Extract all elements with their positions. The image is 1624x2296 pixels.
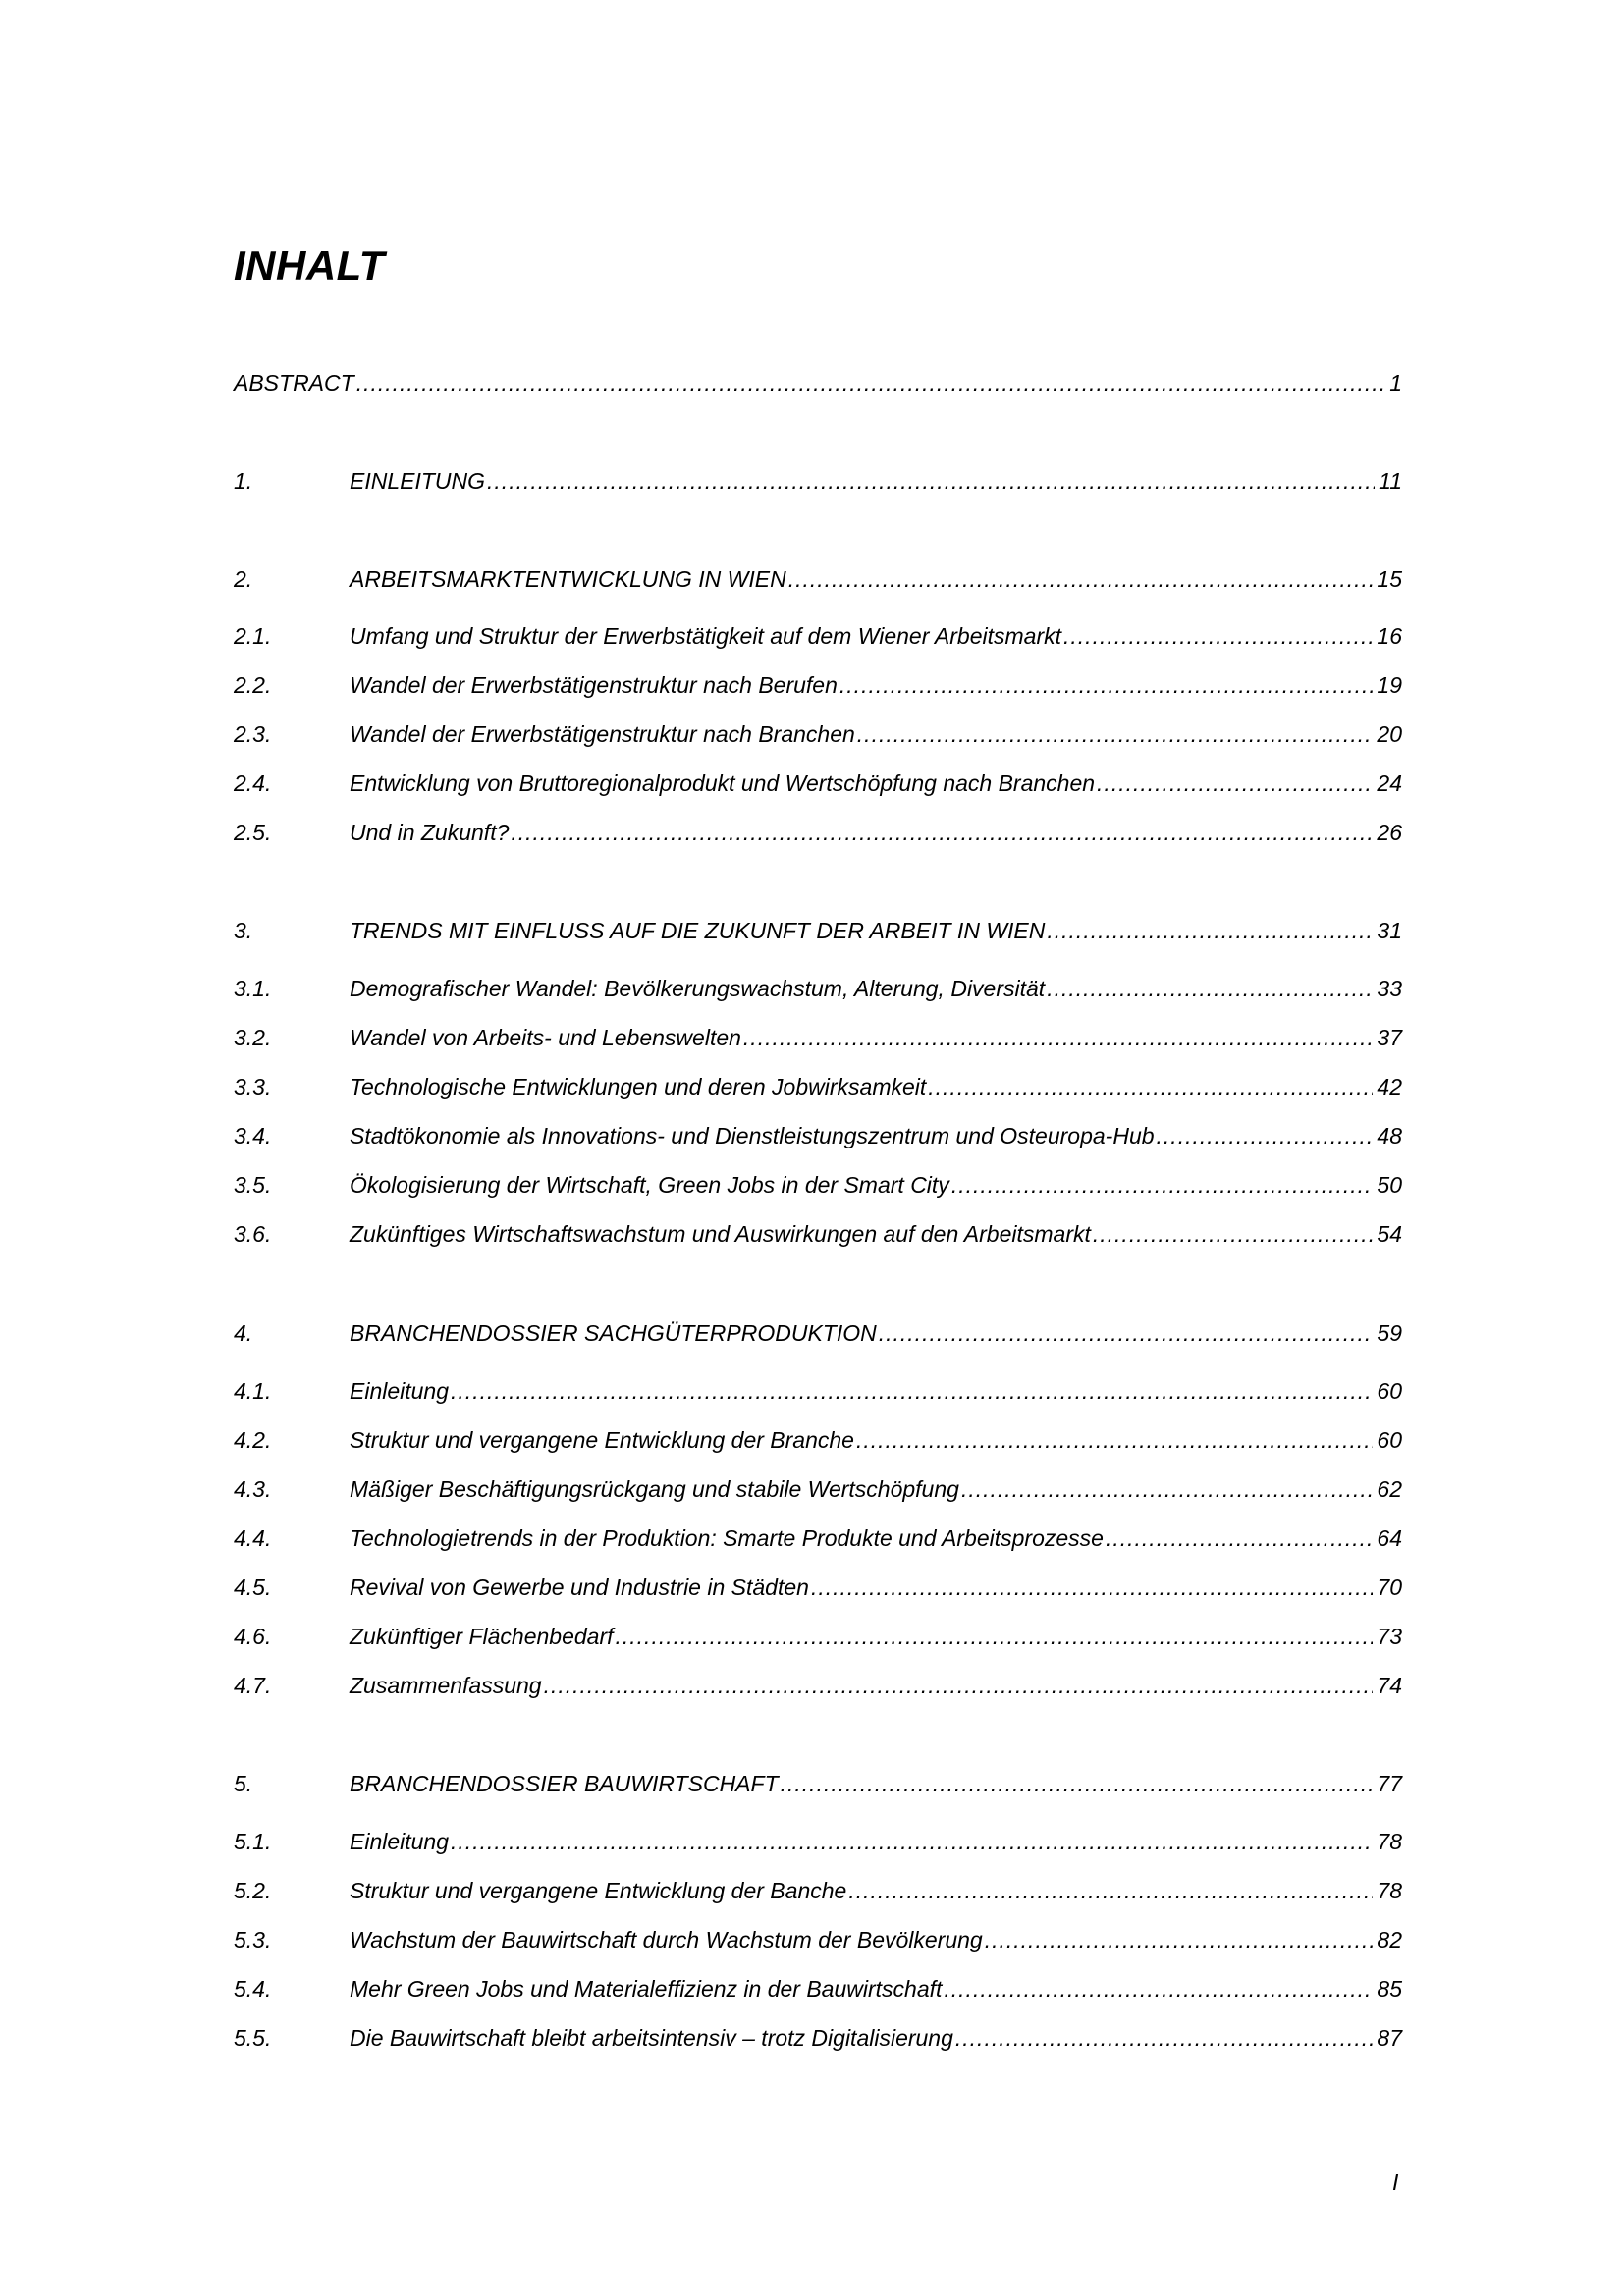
toc-dot-leader: [1063, 621, 1373, 651]
toc-dot-leader: [451, 1827, 1373, 1856]
toc-entry-number: 4.3.: [234, 1476, 272, 1502]
toc-entry-title: Zusammenfassung: [350, 1673, 542, 1698]
toc-entry-page: 74: [1377, 1673, 1402, 1698]
toc-entry[interactable]: [234, 1671, 1402, 1700]
toc-entry-title: Demografischer Wandel: Bevölkerungswachstum, Alterung, Diversität: [350, 976, 1046, 1001]
toc-entry-title: Entwicklung von Bruttoregionalprodukt und Wertschöpfung nach Branchen: [350, 771, 1096, 796]
toc-entry-number: 2.3.: [234, 721, 272, 747]
toc-entry-page: 33: [1377, 976, 1402, 1001]
toc-entry-title: Wachstum der Bauwirtschaft durch Wachstum der Bevölkerung: [350, 1927, 983, 1952]
toc-entry-title: Mehr Green Jobs und Materialeffizienz in der Bauwirtschaft: [350, 1976, 943, 2002]
toc-entry-page: 48: [1377, 1123, 1402, 1148]
toc-entry[interactable]: [234, 1573, 1402, 1602]
toc-entry[interactable]: [234, 368, 1402, 398]
toc-entry-title: Die Bauwirtschaft bleibt arbeitsintensiv – trotz Digitalisierung: [350, 2025, 953, 2051]
toc-entry[interactable]: [234, 1121, 1402, 1150]
toc-entry[interactable]: [234, 1769, 1402, 1798]
toc-entry-page: 24: [1377, 771, 1402, 796]
toc-entry-page: 50: [1377, 1172, 1402, 1198]
toc-entry[interactable]: [234, 670, 1402, 700]
toc-dot-leader: [544, 1671, 1374, 1700]
toc-entry-page: 62: [1377, 1476, 1402, 1502]
toc-entry[interactable]: [234, 1876, 1402, 1905]
toc-entry-title: Umfang und Struktur der Erwerbstätigkeit auf dem Wiener Arbeitsmarkt: [350, 623, 1062, 649]
toc-entry[interactable]: [234, 974, 1402, 1003]
toc-entry-number: 5.2.: [234, 1878, 272, 1903]
toc-entry-title: Einleitung: [350, 1378, 450, 1404]
toc-entry[interactable]: [234, 1318, 1402, 1348]
toc-dot-leader: [879, 1318, 1374, 1348]
toc-entry-title: Und in Zukunft?: [350, 820, 510, 845]
toc-entry-page: 87: [1377, 2025, 1402, 2051]
toc-dot-leader: [781, 1769, 1374, 1798]
toc-dot-leader: [1047, 974, 1373, 1003]
toc-entry-title: BRANCHENDOSSIER BAUWIRTSCHAFT: [350, 1771, 779, 1796]
toc-entry-page: 78: [1377, 1878, 1402, 1903]
toc-dot-leader: [857, 720, 1374, 749]
toc-entry-title: Struktur und vergangene Entwicklung der Banche: [350, 1878, 847, 1903]
toc-entry-number: 3.3.: [234, 1074, 272, 1099]
toc-entry-number: 3.4.: [234, 1123, 272, 1148]
toc-entry-title: ARBEITSMARKTENTWICKLUNG IN WIEN: [350, 566, 786, 592]
toc-dot-leader: [944, 1974, 1373, 2003]
toc-entry-page: 77: [1377, 1771, 1402, 1796]
toc-entry-page: 16: [1377, 623, 1402, 649]
toc-entry-page: 31: [1377, 918, 1402, 943]
toc-dot-leader: [955, 2023, 1374, 2053]
toc-entry[interactable]: [234, 1925, 1402, 1954]
toc-dot-leader: [848, 1876, 1373, 1905]
toc-entry-title: Zukünftiges Wirtschaftswachstum und Auswirkungen auf den Arbeitsmarkt: [350, 1221, 1091, 1247]
toc-entry-number: 5.1.: [234, 1829, 272, 1854]
toc-entry-number: 3.6.: [234, 1221, 272, 1247]
toc-entry-number: 4.7.: [234, 1673, 272, 1698]
toc-entry[interactable]: [234, 1622, 1402, 1651]
toc-entry-page: 15: [1377, 566, 1402, 592]
toc-entry-number: 2.1.: [234, 623, 272, 649]
toc-entry-number: 4.4.: [234, 1525, 272, 1551]
toc-entry-title: Stadtökonomie als Innovations- und Dienstleistungszentrum und Osteuropa-Hub: [350, 1123, 1155, 1148]
toc-dot-leader: [856, 1425, 1373, 1455]
toc-entry-page: 20: [1377, 721, 1402, 747]
toc-entry[interactable]: [234, 1023, 1402, 1052]
toc-dot-leader: [928, 1072, 1373, 1101]
toc-entry-title: Ökologisierung der Wirtschaft, Green Jobs in der Smart City: [350, 1172, 949, 1198]
toc-dot-leader: [1157, 1121, 1374, 1150]
toc-entry-page: 60: [1377, 1427, 1402, 1453]
toc-entry-number: 4.2.: [234, 1427, 272, 1453]
toc-dot-leader: [743, 1023, 1373, 1052]
toc-entry-page: 1: [1389, 370, 1402, 396]
toc-dot-leader: [961, 1474, 1373, 1504]
toc-entry-number: 2.4.: [234, 771, 272, 796]
toc-entry-title: Zukünftiger Flächenbedarf: [350, 1624, 614, 1649]
toc-dot-leader: [1047, 916, 1373, 945]
toc-dot-leader: [451, 1376, 1373, 1406]
toc-entry[interactable]: [234, 466, 1402, 496]
toc-entry-title: Technologische Entwicklungen und deren Jobwirksamkeit: [350, 1074, 927, 1099]
toc-entry-page: 42: [1377, 1074, 1402, 1099]
toc-entry-number: 2.2.: [234, 672, 272, 698]
toc-dot-leader: [487, 466, 1375, 496]
toc-dot-leader: [1106, 1523, 1373, 1553]
toc-entry-number: 1.: [234, 468, 253, 494]
toc-entry[interactable]: [234, 1072, 1402, 1101]
toc-entry-title: Wandel von Arbeits- und Lebenswelten: [350, 1025, 741, 1050]
toc-entry[interactable]: [234, 1974, 1402, 2003]
toc-entry-page: 70: [1377, 1575, 1402, 1600]
toc-entry[interactable]: [234, 1425, 1402, 1455]
toc-entry-number: 5.: [234, 1771, 253, 1796]
toc-entry-number: 4.: [234, 1320, 253, 1346]
toc-entry-number: 5.5.: [234, 2025, 272, 2051]
toc-entry-title: BRANCHENDOSSIER SACHGÜTERPRODUKTION: [350, 1320, 877, 1346]
toc-entry-title: TRENDS MIT EINFLUSS AUF DIE ZUKUNFT DER ARBEIT IN WIEN: [350, 918, 1046, 943]
toc-dot-leader: [839, 670, 1374, 700]
toc-entry[interactable]: [234, 1474, 1402, 1504]
toc-entry-number: 2.: [234, 566, 253, 592]
toc-entry-number: 4.1.: [234, 1378, 272, 1404]
toc-entry-number: 2.5.: [234, 820, 272, 845]
toc-entry-title: Technologietrends in der Produktion: Smarte Produkte und Arbeitsprozesse: [350, 1525, 1104, 1551]
toc-dot-leader: [1097, 769, 1373, 798]
toc-entry[interactable]: [234, 769, 1402, 798]
toc-entry-page: 60: [1377, 1378, 1402, 1404]
toc-entry-page: 54: [1377, 1221, 1402, 1247]
toc-entry[interactable]: [234, 2023, 1402, 2053]
toc-entry[interactable]: [234, 1376, 1402, 1406]
toc-entry-page: 82: [1377, 1927, 1402, 1952]
toc-dot-leader: [788, 564, 1374, 594]
toc-entry[interactable]: [234, 916, 1402, 945]
toc-entry[interactable]: [234, 564, 1402, 594]
toc-entry[interactable]: [234, 720, 1402, 749]
toc-entry-title: Wandel der Erwerbstätigenstruktur nach Berufen: [350, 672, 838, 698]
toc-entry-page: 85: [1377, 1976, 1402, 2002]
toc-entry[interactable]: [234, 1170, 1402, 1200]
toc-entry-title: Mäßiger Beschäftigungsrückgang und stabile Wertschöpfung: [350, 1476, 959, 1502]
toc-dot-leader: [511, 818, 1373, 847]
toc-entry-number: 4.5.: [234, 1575, 272, 1600]
toc-dot-leader: [985, 1925, 1374, 1954]
toc-entry-number: 5.4.: [234, 1976, 272, 2002]
toc-entry-number: 3.2.: [234, 1025, 272, 1050]
toc-entry-title: Wandel der Erwerbstätigenstruktur nach Branchen: [350, 721, 855, 747]
toc-entry-page: 37: [1377, 1025, 1402, 1050]
page-title: INHALT: [234, 242, 385, 289]
toc-entry-page: 59: [1377, 1320, 1402, 1346]
toc-dot-leader: [356, 368, 1386, 398]
toc-entry[interactable]: [234, 1827, 1402, 1856]
toc-entry[interactable]: [234, 621, 1402, 651]
toc-entry-page: 73: [1377, 1624, 1402, 1649]
toc-entry-number: 3.: [234, 918, 253, 943]
toc-entry[interactable]: [234, 818, 1402, 847]
toc-entry-title: Struktur und vergangene Entwicklung der Branche: [350, 1427, 854, 1453]
toc-entry-page: 26: [1377, 820, 1402, 845]
toc-entry-number: 3.1.: [234, 976, 272, 1001]
toc-entry-page: 78: [1377, 1829, 1402, 1854]
toc-entry-page: 11: [1379, 468, 1402, 494]
toc-entry-number: 4.6.: [234, 1624, 272, 1649]
toc-entry-page: 64: [1377, 1525, 1402, 1551]
toc-entry-title: EINLEITUNG: [350, 468, 486, 494]
toc-entry-title: Einleitung: [350, 1829, 450, 1854]
toc-dot-leader: [616, 1622, 1374, 1651]
toc-entry-number: 5.3.: [234, 1927, 272, 1952]
toc-entry-title: Revival von Gewerbe und Industrie in Städten: [350, 1575, 809, 1600]
toc-entry[interactable]: [234, 1523, 1402, 1553]
toc-entry[interactable]: [234, 1219, 1402, 1249]
toc-entry-number: 3.5.: [234, 1172, 272, 1198]
toc-dot-leader: [811, 1573, 1373, 1602]
page-number: I: [1392, 2169, 1399, 2195]
toc-entry-page: 19: [1377, 672, 1402, 698]
toc-entry-title: ABSTRACT: [234, 370, 354, 396]
toc-dot-leader: [1093, 1219, 1374, 1249]
toc-dot-leader: [951, 1170, 1374, 1200]
